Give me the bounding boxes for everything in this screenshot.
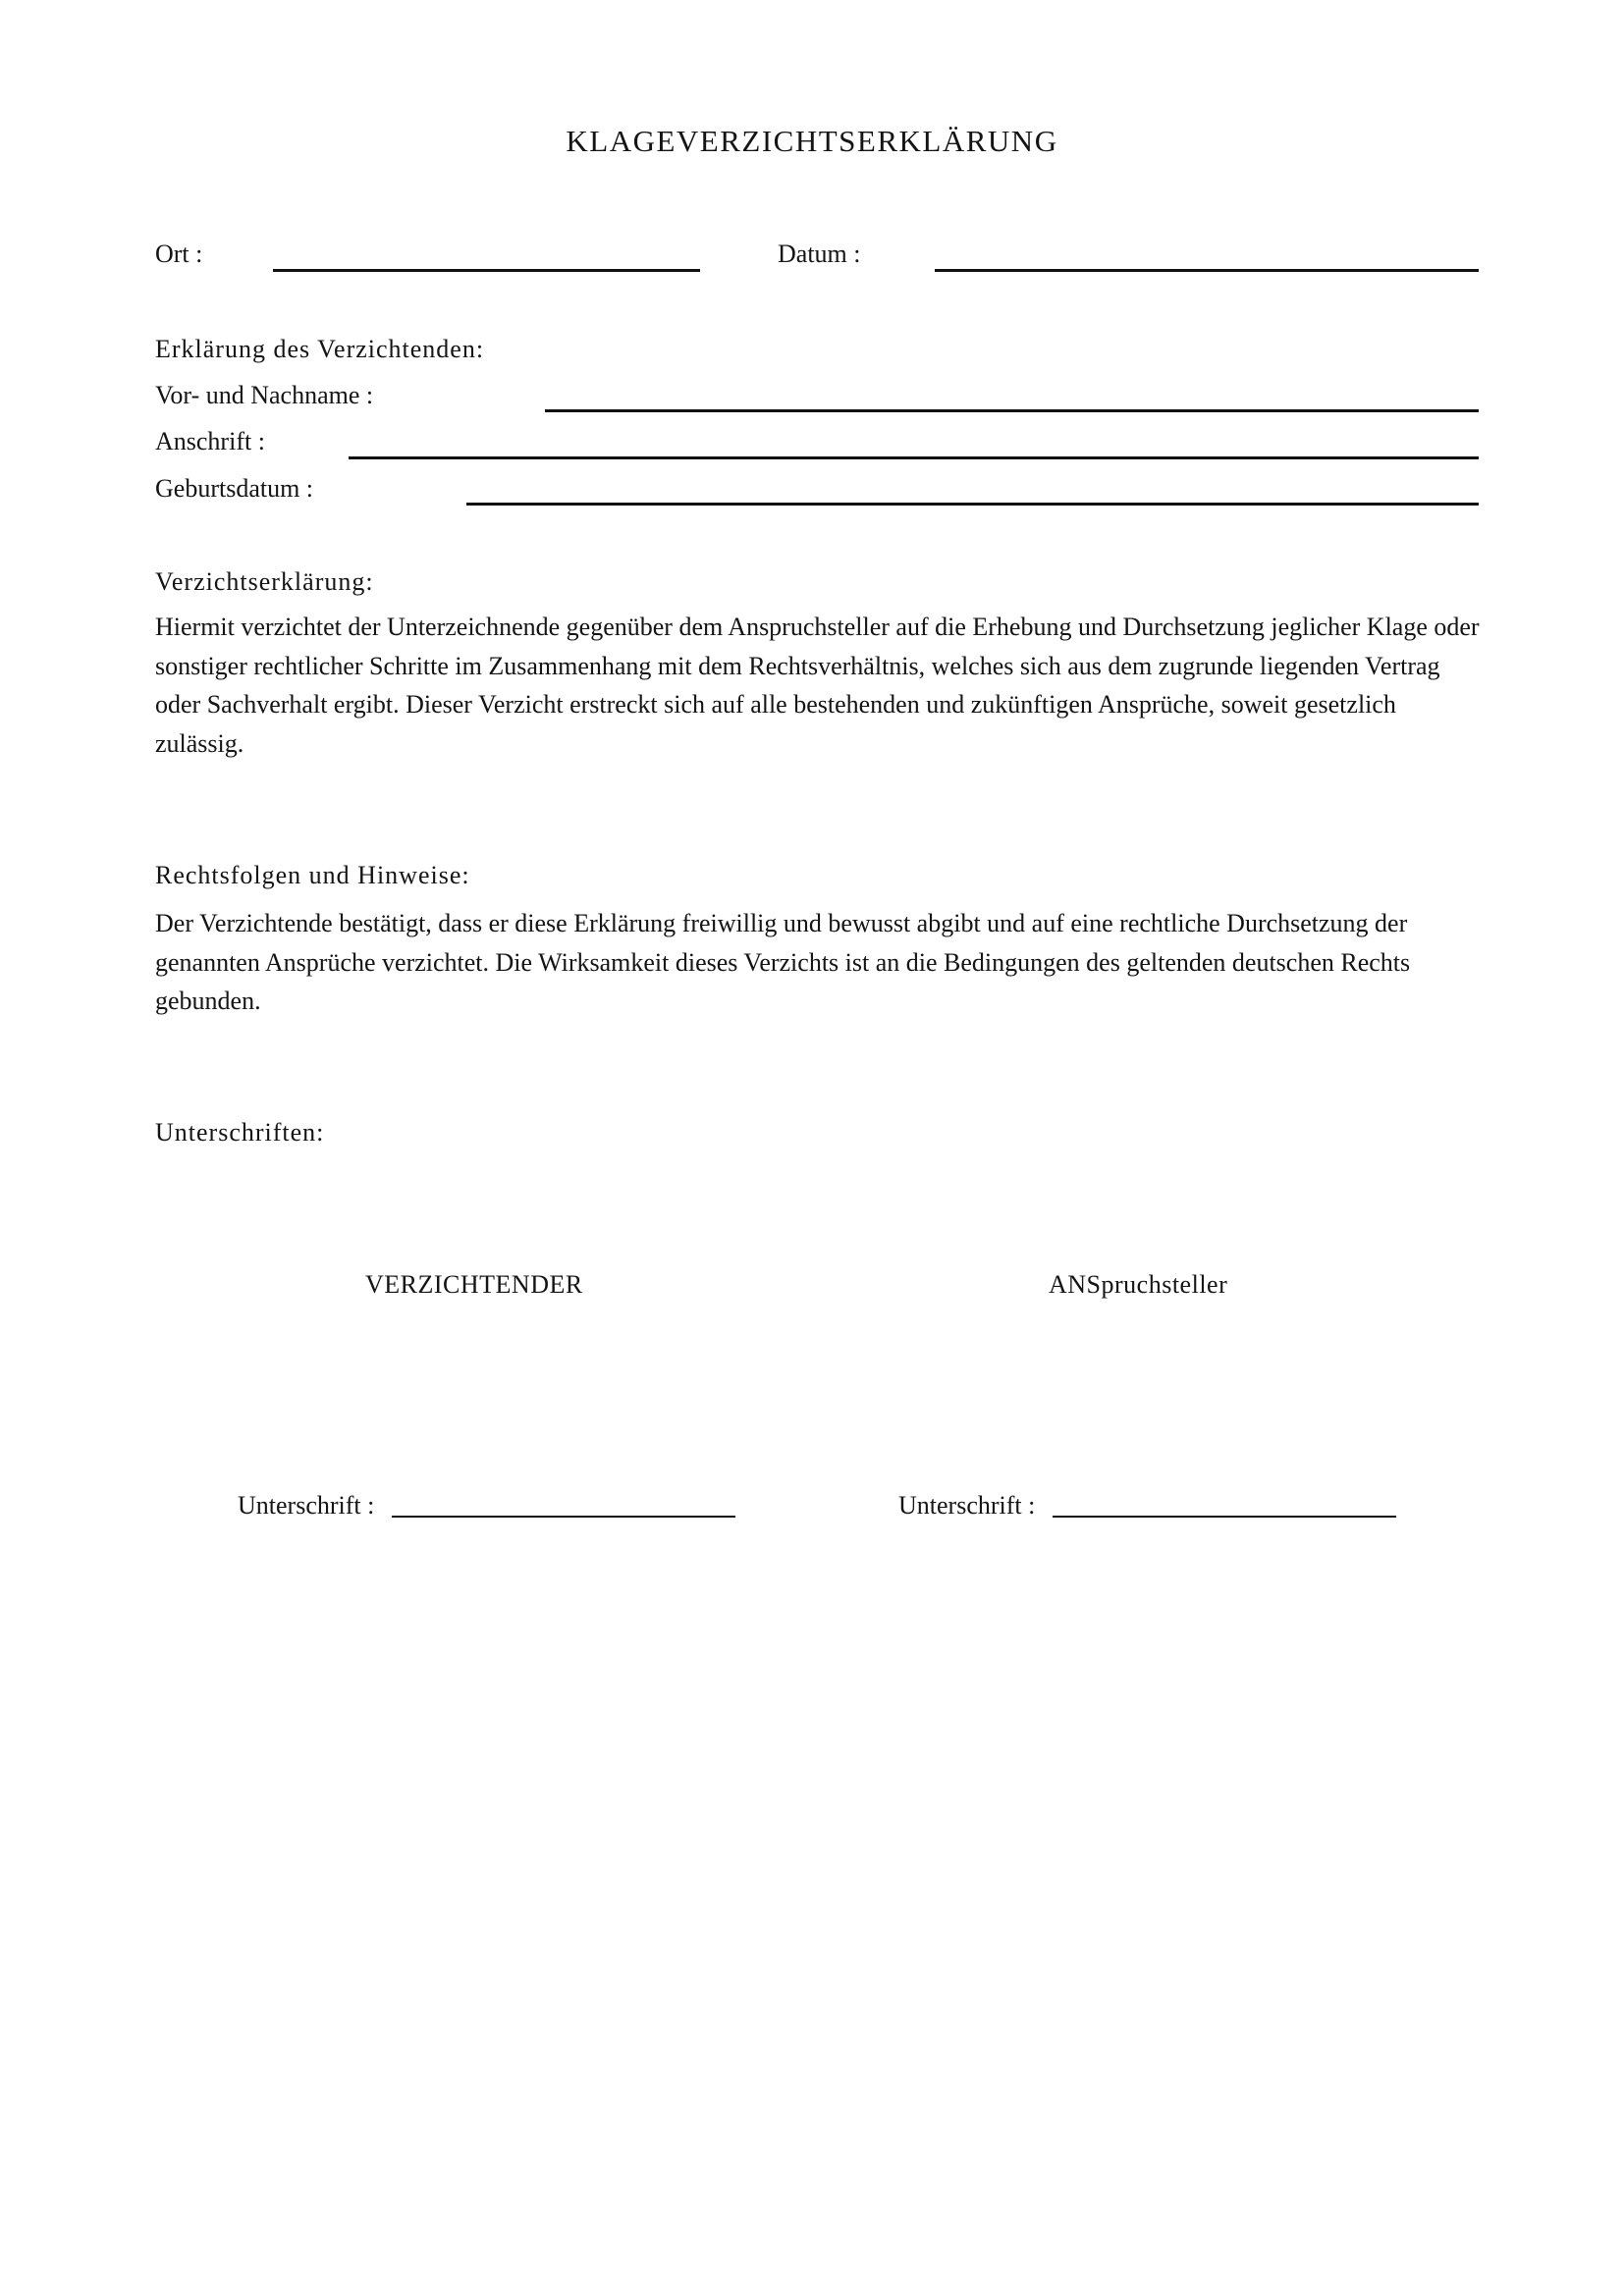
declarant-heading: Erklärung des Verzichtenden: [155,335,485,363]
document-title: KLAGEVERZICHTSERKLÄRUNG [566,124,1058,158]
birthdate-field[interactable] [466,503,1479,506]
signature-title-anspruchsteller: ANSpruchsteller [1049,1270,1228,1299]
ort-field[interactable] [273,269,700,272]
name-field[interactable] [545,409,1479,412]
signature-line-left[interactable] [392,1516,735,1518]
name-label: Vor- und Nachname : [155,381,374,409]
signature-label-right: Unterschrift : [898,1491,1036,1520]
datum-field[interactable] [935,269,1479,272]
signature-line-right[interactable] [1053,1516,1396,1518]
signature-title-verzichtender: VERZICHTENDER [365,1270,583,1299]
address-field[interactable] [349,456,1479,459]
signatures-heading: Unterschriften: [155,1118,325,1147]
signature-label-left: Unterschrift : [238,1491,375,1520]
address-label: Anschrift : [155,427,265,455]
consequences-text: Der Verzichtende bestätigt, dass er diese Erklärung freiwillig und bewusst abgibt und auf eine rechtliche Durchsetzung der genannten Ansprüche verzichtet. Die Wirksamkeit dieses Verzichts ist an die Bedingungen des geltenden deutschen Rechts gebunden. [155,909,1411,1015]
waiver-heading: Verzichtserklärung: [155,567,374,596]
waiver-text: Hiermit verzichtet der Unterzeichnende gegenüber dem Anspruchsteller auf die Erhebung und Durchsetzung jeglicher Klage oder sonstiger rechtlicher Schritte im Zusammenhang mit dem Rechtsverhältnis, welches sich aus dem zugrunde liegenden Vertrag oder Sachverhalt ergibt. Dieser Verzicht erstreckt sich auf alle bestehenden und zukünftigen Ansprüche, soweit gesetzlich zulässig. [155,613,1480,758]
birthdate-label: Geburtsdatum : [155,474,314,503]
consequences-heading: Rechtsfolgen und Hinweise: [155,861,470,889]
ort-label: Ort : [155,240,203,268]
datum-label: Datum : [778,240,861,268]
